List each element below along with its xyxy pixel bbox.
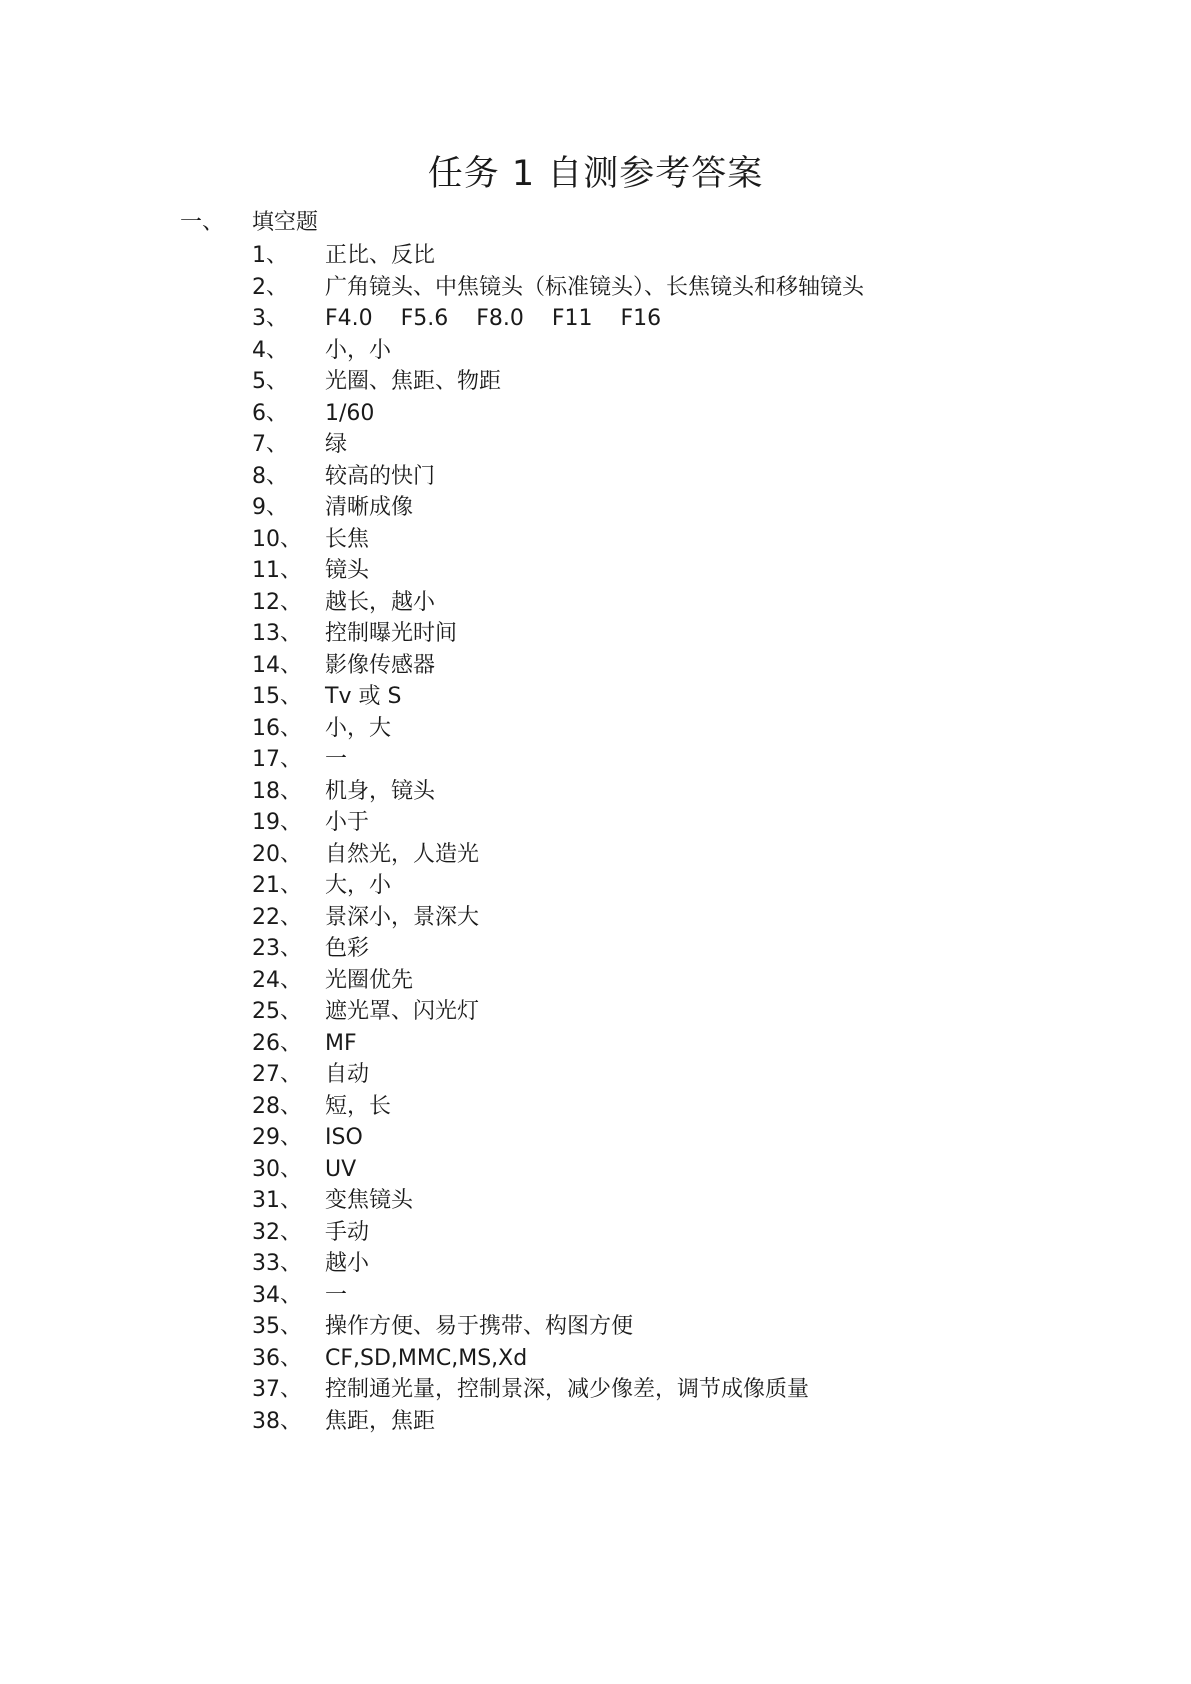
answer-number: 15、	[252, 684, 302, 709]
answer-number: 3、	[252, 306, 288, 331]
answer-text: 越长，越小	[325, 589, 436, 615]
answer-number: 26、	[252, 1030, 302, 1056]
answer-text: MF	[325, 1030, 357, 1056]
answer-text: 影像传感器	[325, 652, 436, 678]
answer-number: 24、	[252, 967, 302, 993]
answer-text: 清晰成像	[325, 495, 414, 520]
section-number: 一、	[180, 210, 225, 235]
answer-text: 操作方便、易于携带、构图方便	[325, 1314, 634, 1339]
answer-number: 5、	[252, 369, 288, 394]
answer-text: 长焦	[325, 526, 370, 552]
answer-text: 控制通光量，控制景深，减少像差，调节成像质量	[325, 1377, 810, 1402]
answer-text: ISO	[325, 1125, 363, 1150]
answer-number: 10、	[252, 526, 302, 552]
answer-text: 一	[325, 1282, 348, 1308]
answer-number: 20、	[252, 841, 302, 867]
section-label: 填空题	[252, 210, 319, 235]
answer-text: 自然光，人造光	[325, 841, 480, 867]
answer-text: 短，长	[325, 1093, 392, 1119]
answer-text: 小于	[325, 810, 370, 835]
answer-number: 18、	[252, 778, 302, 804]
answer-text: 小，大	[325, 715, 392, 741]
answer-text: F4.0 F5.6 F8.0 F11 F16	[325, 306, 662, 331]
answer-number: 28、	[252, 1093, 302, 1119]
answer-text: 大，小	[325, 873, 392, 898]
answer-number: 13、	[252, 621, 302, 646]
answer-number: 25、	[252, 999, 302, 1024]
answer-number: 11、	[252, 558, 302, 583]
answer-number: 9、	[252, 495, 288, 520]
answer-number: 34、	[252, 1282, 302, 1308]
answer-text: 广角镜头、中焦镜头（标准镜头）、长焦镜头和移轴镜头	[325, 274, 865, 300]
answer-text: 小，小	[325, 337, 392, 363]
answer-number: 8、	[252, 463, 288, 489]
answer-text: 控制曝光时间	[325, 621, 458, 646]
answer-number: 16、	[252, 715, 302, 741]
answer-number: 1、	[252, 243, 288, 268]
answer-text: 一	[325, 747, 348, 772]
answer-number: 37、	[252, 1377, 302, 1402]
answer-text: 正比、反比	[325, 243, 436, 268]
page-title: 任务 1 自测参考答案	[427, 154, 764, 194]
answer-text: 景深小，景深大	[325, 904, 480, 930]
answer-text: CF,SD,MMC,MS,Xd	[325, 1345, 528, 1371]
answer-number: 6、	[252, 400, 288, 426]
answer-text: 变焦镜头	[325, 1188, 414, 1213]
answer-number: 14、	[252, 652, 302, 678]
answer-number: 21、	[252, 873, 302, 898]
answer-text: 焦距，焦距	[325, 1408, 436, 1434]
answer-number: 31、	[252, 1188, 302, 1213]
answer-text: 光圈优先	[325, 967, 414, 993]
answer-number: 23、	[252, 936, 302, 961]
answer-number: 19、	[252, 810, 302, 835]
answer-number: 29、	[252, 1125, 302, 1150]
answer-text: 手动	[325, 1219, 370, 1245]
answer-number: 4、	[252, 337, 288, 363]
answer-number: 32、	[252, 1219, 302, 1245]
answer-text: Tv 或 S	[325, 684, 402, 709]
answer-text: UV	[325, 1156, 357, 1182]
answer-text: 镜头	[325, 558, 370, 583]
answer-text: 绿	[325, 432, 348, 457]
answer-number: 38、	[252, 1408, 302, 1434]
answer-number: 33、	[252, 1251, 302, 1276]
answer-text: 自动	[325, 1062, 370, 1087]
answer-text: 色彩	[325, 936, 370, 961]
answer-text: 机身，镜头	[325, 778, 436, 804]
answer-number: 27、	[252, 1062, 302, 1087]
answer-number: 35、	[252, 1314, 302, 1339]
answer-number: 2、	[252, 274, 288, 300]
answer-number: 17、	[252, 747, 302, 772]
answer-number: 30、	[252, 1156, 302, 1182]
answer-text: 较高的快门	[325, 463, 436, 489]
answer-text: 越小	[325, 1251, 370, 1276]
answer-number: 22、	[252, 904, 302, 930]
answer-text: 光圈、焦距、物距	[325, 369, 502, 394]
answer-text: 1/60	[325, 400, 375, 426]
answer-number: 36、	[252, 1345, 302, 1371]
answer-number: 7、	[252, 432, 288, 457]
answer-text: 遮光罩、闪光灯	[325, 999, 480, 1024]
answer-number: 12、	[252, 589, 302, 615]
